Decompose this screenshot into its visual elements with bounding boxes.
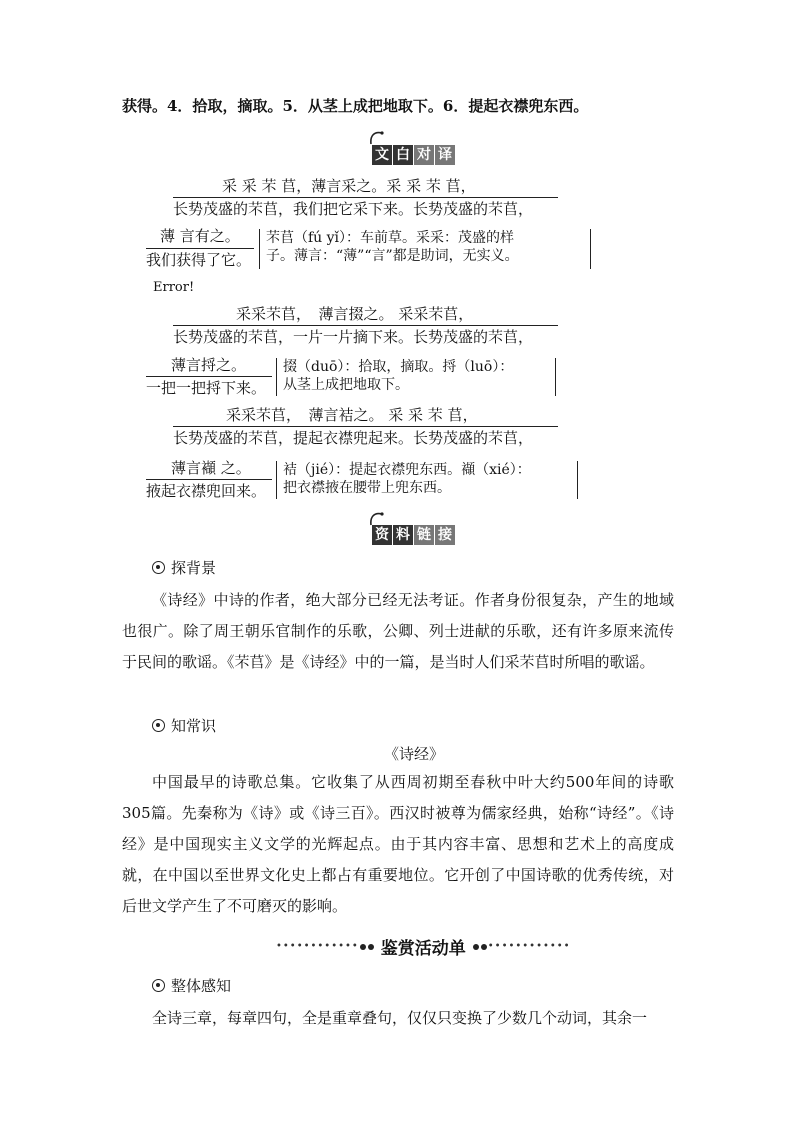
- divider-line: [173, 426, 558, 427]
- activity-title-bar: [276, 934, 571, 959]
- overall-paragraph: 全诗三章，每章四句，全是重章叠句，仅仅只变换了少数几个动词，其余一: [152, 1009, 648, 1027]
- banner-char: 链: [414, 525, 434, 545]
- note-line: 把衣襟掖在腰带上兜东西。: [283, 480, 451, 496]
- section-title: 整体感知: [171, 977, 232, 995]
- stanza3-translation-line1: 长势茂盛的芣苢，提起衣襟兜起来。长势茂盛的芣苢，: [173, 429, 534, 447]
- banner-char: 对: [414, 145, 434, 165]
- note-line: 掇（duō）：拾取，摘取。捋（luō）：: [283, 359, 514, 375]
- stanza2-translation-line2: 一把一把捋下来。: [146, 379, 267, 397]
- divider-line: [173, 325, 558, 326]
- activity-title: 鉴赏活动单: [380, 939, 466, 959]
- stanza1-original-line1: 采 采 芣 苢，薄言采之。采 采 芣 苢，: [222, 177, 476, 195]
- dots-decoration: ••••••••••••: [487, 941, 571, 952]
- stanza2-translation-line1: 长势茂盛的芣苢，一片一片摘下来。长势茂盛的芣苢，: [173, 328, 534, 346]
- stanza3-original-line2: 薄言襭 之。: [171, 459, 251, 477]
- section-overall-heading: [152, 975, 231, 996]
- dot-icon: [368, 944, 374, 950]
- banner-text-translation: [372, 144, 456, 166]
- stanza2-original-line1: 采采芣苢， 薄言掇之。 采采芣苢，: [236, 305, 474, 323]
- stanza1-translation-line2: 我们获得了它。: [146, 251, 252, 269]
- knowledge-heading: 《诗经》: [384, 745, 445, 763]
- stanza1-original-line2: 薄 言有之。: [160, 227, 240, 245]
- divider-line: [146, 479, 272, 480]
- stanza2-original-line2: 薄言捋之。: [171, 356, 247, 374]
- section-bullet-icon: [152, 719, 165, 732]
- stanza3-original-line1: 采采芣苢， 薄言袺之。 采 采 芣 苢，: [226, 406, 478, 424]
- banner-resource-link: [372, 524, 456, 546]
- section-title: 知常识: [171, 717, 217, 735]
- stanza3-note: [276, 461, 578, 499]
- section-title: 探背景: [171, 559, 217, 577]
- note-line: 子。薄言：“薄”“言”都是助词，无实义。: [266, 248, 519, 264]
- banner-char: 文: [372, 145, 392, 165]
- note-line: 袺（jié）：提起衣襟兜东西。襭（xié）：: [283, 462, 531, 478]
- note-line: 芣苢（fú yǐ）：车前草。采采：茂盛的样: [266, 230, 515, 246]
- banner-char: 译: [435, 145, 455, 165]
- section-background-heading: [152, 557, 216, 578]
- knowledge-paragraph: 中国最早的诗歌总集。它收集了从西周初期至春秋中叶大约500年间的诗歌305篇。先秦称为《诗》或《诗三百》。西汉时被尊为儒家经典，始称“诗经”。《诗经》是中国现实主义文学的光辉起点。由于其内容丰富、思想和艺术上的高度成就，在中国以至世界文化史上都占有重要地位。它开创了中国诗歌的优秀传统，对后世文学产生了不可磨灭的影响。: [122, 773, 674, 915]
- background-paragraph: 《诗经》中诗的作者，绝大部分已经无法考证。作者身份很复杂，产生的地域也很广。除了周王朝乐官制作的乐歌，公卿、列士进献的乐歌，还有许多原来流传于民间的歌谣。《芣苢》是《诗经》中的一篇，是当时人们采芣苢时所唱的歌谣。: [122, 591, 674, 671]
- banner-char: 接: [435, 525, 455, 545]
- dot-icon: [473, 944, 479, 950]
- note-line: 从茎上成把地取下。: [283, 377, 409, 393]
- stanza1-translation-line1: 长势茂盛的芣苢，我们把它采下来。长势茂盛的芣苢，: [173, 200, 534, 218]
- section-bullet-icon: [152, 561, 165, 574]
- banner-char: 资: [372, 525, 392, 545]
- banner-char: 料: [393, 525, 413, 545]
- section-bullet-icon: [152, 979, 165, 992]
- dot-icon: [481, 944, 487, 950]
- dot-icon: [360, 944, 366, 950]
- stanza2-note: [276, 358, 556, 396]
- stanza3-translation-line2: 掖起衣襟兜回来。: [146, 482, 267, 500]
- banner-char: 白: [393, 145, 413, 165]
- divider-line: [146, 248, 254, 249]
- section-knowledge-heading: [152, 715, 216, 736]
- dots-decoration: ••••••••••••: [276, 941, 359, 952]
- top-definition-line: 获得。4．拾取，摘取。5．从茎上成把地取下。6．提起衣襟兜东西。: [122, 97, 589, 115]
- stanza1-note: [259, 229, 591, 269]
- error-text: Error!: [153, 280, 195, 295]
- divider-line: [146, 376, 272, 377]
- divider-line: [173, 197, 558, 198]
